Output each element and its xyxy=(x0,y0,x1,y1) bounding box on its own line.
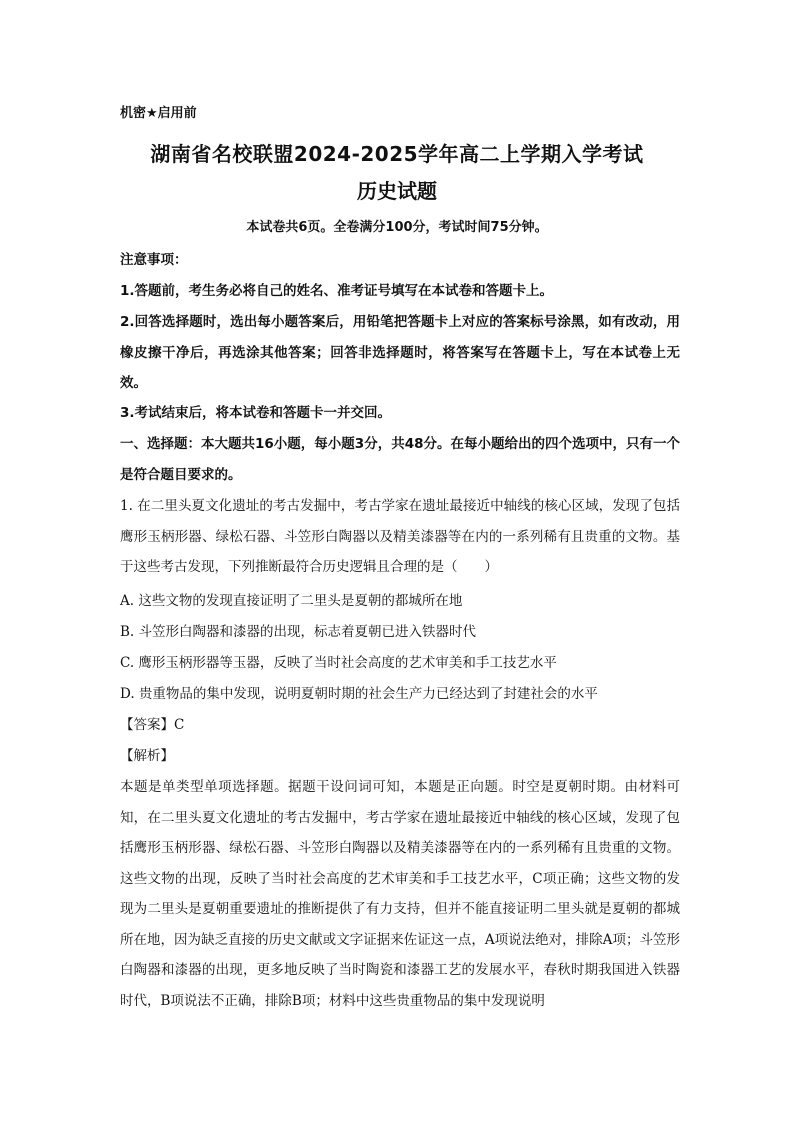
exam-info: 本试卷共6页。全卷满分100分，考试时间75分钟。 xyxy=(246,220,548,235)
notes-item-1: 1.答题前，考生务必将自己的姓名、准考证号填写在本试卷和答题卡上。 xyxy=(120,283,554,299)
confidential-label: 机密★启用前 xyxy=(120,106,197,121)
analysis-text: 本题是单类型单项选择题。据题干设问词可知，本题是正向题。时空是夏朝时期。由材料可知，在二里头夏文化遗址的考古发掘中，考古学家在遗址最接近中轴线的核心区域，发现了包括鹰形玉柄形器、绿松石器、斗笠形白陶器以及精美漆器等在内的一系列稀有且贵重的文物。这些文物的出现，反映了当时社会高度的艺术审美和手工技艺水平，C项正确；这些文物的发现为二里头是夏朝重要遗址的推断提供了有力支持，但并不能直接证明二里头就是夏朝的都城所在地，因为缺乏直接的历史文献或文字证据来佐证这一点，A项说法绝对，排除A项；斗笠形白陶器和漆器的出现，更多地反映了当时陶瓷和漆器工艺的发展水平，春秋时期我国进入铁器时代，B项说法不正确，排除B项；材料中这些贵重物品的集中发现说明 xyxy=(120,779,680,1009)
option-c: C. 鹰形玉柄形器等玉器，反映了当时社会高度的艺术审美和手工技艺水平 xyxy=(120,655,557,671)
notes-item-2: 2.回答选择题时，选出每小题答案后，用铅笔把答题卡上对应的答案标号涂黑，如有改动，用橡皮擦干净后，再选涂其他答案；回答非选择题时，将答案写在答题卡上，写在本试卷上无效。 xyxy=(120,314,680,391)
notes-item-3: 3.考试结束后，将本试卷和答题卡一并交回。 xyxy=(120,405,392,421)
answer-line: 【答案】C xyxy=(120,717,185,733)
question-stem: 1. 在二里头夏文化遗址的考古发掘中，考古学家在遗址最接近中轴线的核心区域，发现了包括鹰形玉柄形器、绿松石器、斗笠形白陶器以及精美漆器等在内的一系列稀有且贵重的文物。基于这些考古发现，下列推断最符合历史逻辑且合理的是（ ） xyxy=(120,498,680,575)
section-heading: 一、选择题：本大题共16小题，每小题3分，共48分。在每小题给出的四个选项中，只有一个是符合题目要求的。 xyxy=(120,436,680,483)
option-a: A. 这些文物的发现直接证明了二里头是夏朝的都城所在地 xyxy=(120,593,463,609)
option-b: B. 斗笠形白陶器和漆器的出现，标志着夏朝已进入铁器时代 xyxy=(120,624,477,640)
exam-subject-title: 历史试题 xyxy=(357,179,437,203)
analysis-heading: 【解析】 xyxy=(120,748,174,764)
notes-heading: 注意事项： xyxy=(120,252,188,268)
exam-title: 湖南省名校联盟2024-2025学年高二上学期入学考试 xyxy=(150,142,644,166)
option-d: D. 贵重物品的集中发现，说明夏朝时期的社会生产力已经达到了封建社会的水平 xyxy=(120,686,598,702)
